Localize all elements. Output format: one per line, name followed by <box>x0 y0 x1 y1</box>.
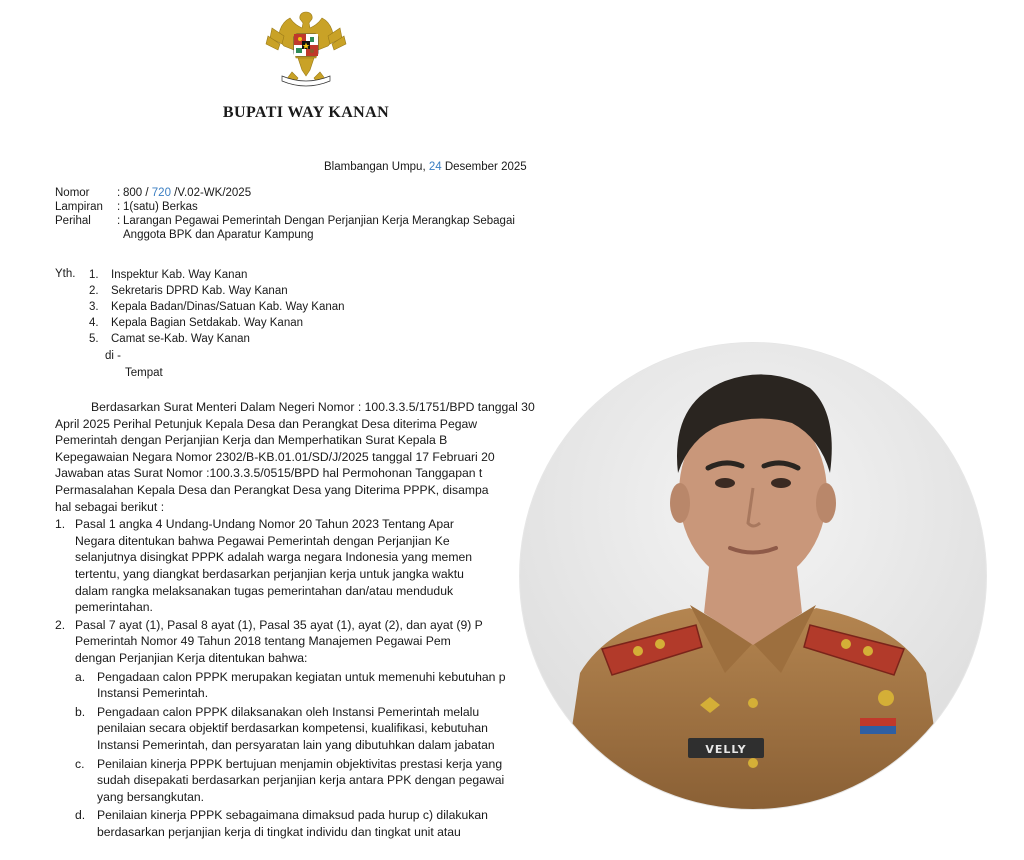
recipient-item: Kepala Bagian Setdakab. Way Kanan <box>111 317 304 329</box>
sublist-letter: c. <box>75 756 85 771</box>
perihal-label: Perihal <box>55 215 91 227</box>
recipient-number: 3. <box>89 301 99 313</box>
recipient-number: 1. <box>89 269 99 281</box>
sublist-item-line: Pengadaan calon PPPK merupakan kegiatan untuk memenuhi kebutuhan p <box>97 669 506 684</box>
list-item-line: Negara ditentukan bahwa Pegawai Pemerintah dengan Perjanjian Ke <box>75 533 450 548</box>
perihal-value-line2: Anggota BPK dan Aparatur Kampung <box>123 229 314 241</box>
letterhead-title: BUPATI WAY KANAN <box>222 104 390 121</box>
portrait-illustration <box>520 343 986 809</box>
lampiran-value: 1(satu) Berkas <box>123 201 198 213</box>
list-number: 1. <box>55 517 66 532</box>
sublist-item-line: penilaian secara objektif berdasarkan kompetensi, kualifikasi, kebutuhan <box>97 721 488 736</box>
body-paragraph-line: Jawaban atas Surat Nomor :100.3.3.5/0515/BPD hal Permohonan Tanggapan t <box>55 466 483 481</box>
meta-nomor <box>55 186 251 200</box>
perihal-value-line1: Larangan Pegawai Pemerintah Dengan Perjanjian Kerja Merangkap Sebagai <box>123 215 515 227</box>
meta-perihal-cont <box>123 228 314 242</box>
body-paragraph-line: hal sebagai berikut : <box>55 499 165 514</box>
sublist-item-line: Instansi Pemerintah. <box>97 686 209 701</box>
letter-date <box>324 161 527 173</box>
list-item-line: Pasal 1 angka 4 Undang-Undang Nomor 20 Tahun 2023 Tentang Apar <box>75 517 454 532</box>
sublist-item-line: Instansi Pemerintah, dan persyaratan lain yang dibutuhkan dalam jabatan <box>97 738 495 752</box>
recipient-number: 2. <box>89 285 99 297</box>
list-item-line: dengan Perjanjian Kerja ditentukan bahwa: <box>75 651 308 665</box>
nomor-highlight: 720 <box>151 187 171 199</box>
sublist-letter: b. <box>75 704 86 719</box>
date-place: Blambangan Umpu, <box>324 161 429 173</box>
nomor-prefix: 800 / <box>123 187 152 199</box>
name-tag: VELLY <box>705 743 747 756</box>
sublist-letter: d. <box>75 808 86 823</box>
recipient-number: 4. <box>89 317 99 329</box>
body-paragraph-line: Permasalahan Kepala Desa dan Perangkat Desa yang Diterima PPPK, disampa <box>55 483 489 497</box>
list-item-line: pemerintahan. <box>75 600 153 615</box>
sublist-item-line: sudah disepakati berdasarkan perjanjian kerja antara PPK dengan pegawai <box>97 773 505 788</box>
date-month-year: Desember 2025 <box>441 161 527 173</box>
meta-perihal <box>55 214 515 228</box>
separator: : <box>117 187 121 199</box>
recipient-item: Camat se-Kab. Way Kanan <box>111 333 250 345</box>
sublist-item-line: yang bersangkutan. <box>97 789 205 804</box>
lampiran-label: Lampiran <box>55 201 103 213</box>
list-item-line: dalam rangka melaksanakan tugas pemerintahan dan/atau menduduk <box>75 583 454 598</box>
list-item-line: tertentu, yang diangkat berdasarkan perjanjian kerja untuk jangka waktu <box>75 567 464 581</box>
body-paragraph-line: Pemerintah dengan Perjanjian Kerja dan Memperhatikan Surat Kepala B <box>55 433 448 448</box>
nomor-label: Nomor <box>55 187 90 199</box>
di-label: di - <box>105 350 121 362</box>
sublist-item-line: Pengadaan calon PPPK dilaksanakan oleh Instansi Pemerintah melalu <box>97 704 480 719</box>
date-day: 24 <box>428 161 442 173</box>
garuda-emblem-icon <box>258 6 354 92</box>
body-paragraph-line: Berdasarkan Surat Menteri Dalam Negeri Nomor : 100.3.3.5/1751/BPD tanggal 30 <box>91 400 535 414</box>
recipient-item: Inspektur Kab. Way Kanan <box>111 269 248 281</box>
sublist-letter: a. <box>75 669 86 684</box>
yth-label: Yth. <box>55 268 76 280</box>
list-item-line: selanjutnya disingkat PPPK adalah warga negara Indonesia yang memen <box>75 550 473 565</box>
body-paragraph-line: Kepegawaian Negara Nomor 2302/B-KB.01.01/SD/J/2025 tanggal 17 Februari 20 <box>55 449 495 464</box>
list-item-line: Pasal 7 ayat (1), Pasal 8 ayat (1), Pasal 35 ayat (1), ayat (2), dan ayat (9) P <box>75 617 483 632</box>
separator: : <box>117 201 121 213</box>
list-item-line: Pemerintah Nomor 49 Tahun 2018 tentang Manajemen Pegawai Pem <box>75 634 451 649</box>
sublist-item-line: Penilaian kinerja PPPK bertujuan menjamin objektivitas prestasi kerja yang <box>97 756 503 771</box>
sublist-item-line: berdasarkan perjanjian kerja di tingkat individu dan tingkat unit atau <box>97 825 461 839</box>
body-paragraph-line: April 2025 Perihal Petunjuk Kepala Desa dan Perangkat Desa diterima Pegaw <box>55 416 478 431</box>
sublist-item-line: Penilaian kinerja PPPK sebagaimana dimaksud pada hurup c) dilakukan <box>97 808 488 823</box>
recipient-number: 5. <box>89 333 99 345</box>
nomor-suffix: /V.02-WK/2025 <box>170 187 252 199</box>
portrait-photo <box>520 343 986 809</box>
nomor-value <box>123 186 251 200</box>
recipient-item: Kepala Badan/Dinas/Satuan Kab. Way Kanan <box>111 301 345 313</box>
separator: : <box>117 215 121 227</box>
recipient-item: Sekretaris DPRD Kab. Way Kanan <box>111 285 288 297</box>
list-number: 2. <box>55 617 66 632</box>
meta-lampiran <box>55 200 198 214</box>
tempat-label: Tempat <box>125 367 163 379</box>
